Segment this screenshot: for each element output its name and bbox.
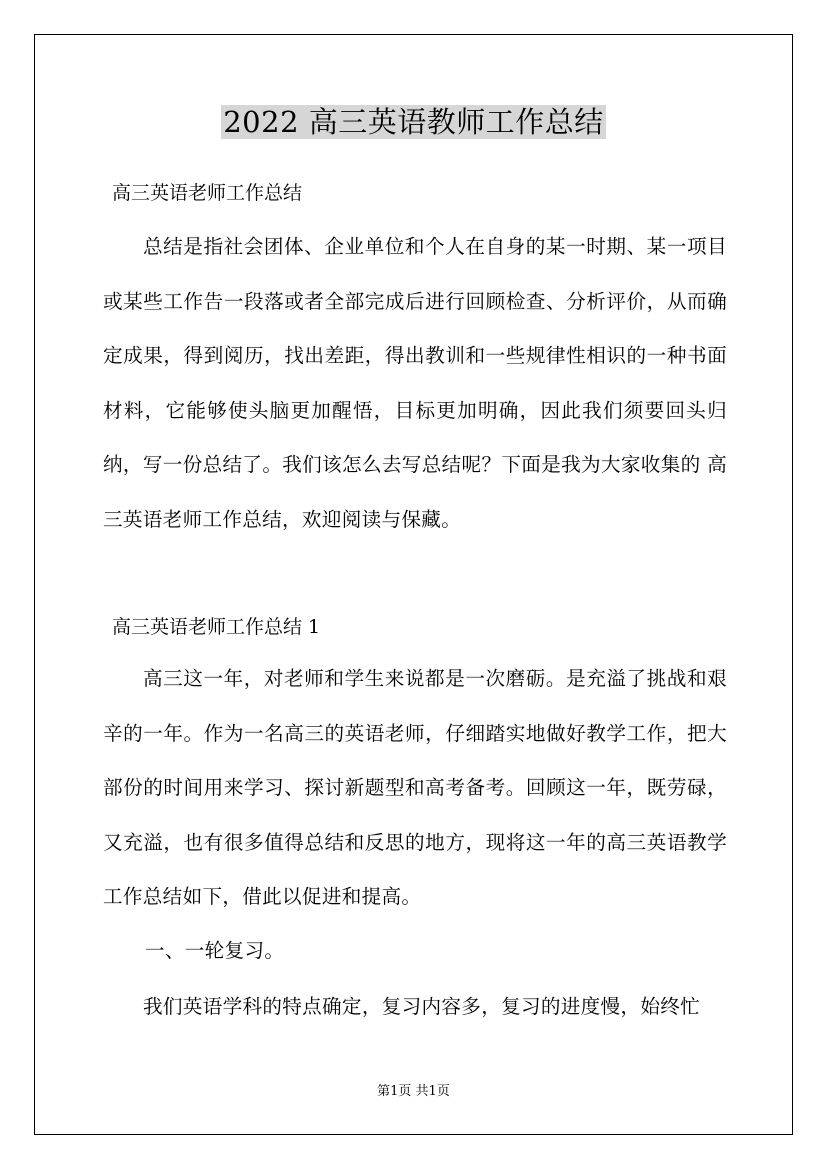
intro-paragraph: 总结是指社会团体、企业单位和个人在自身的某一时期、某一项目或某些工作告一段落或者全部完成后进行回顾检查、分析评价，从而确定成果，得到阅历，找出差距，得出教训和一些规律性相识的一种书面材料，它能够使头脑更加醒悟，目标更加明确，因此我们须要回头归纳，写一份总结了。我们该怎么去写总结呢？下面是我为大家收集的 高三英语老师工作总结，欢迎阅读与保藏。 <box>103 235 727 531</box>
document-title <box>0 102 827 142</box>
page-footer: 第1页 共1页 <box>377 1084 450 1099</box>
section-paragraph: 高三这一年，对老师和学生来说都是一次磨砺。是充溢了挑战和艰辛的一年。作为一名高三的英语老师，仔细踏实地做好教学工作，把大部份的时间用来学习、探讨新题型和高考备考。回顾这一年，既劳碌，又充溢，也有很多值得总结和反思的地方，现将这一年的高三英语教学工作总结如下，借此以促进和提高。 <box>103 667 727 909</box>
point-heading: 一、一轮复习。 <box>145 939 285 962</box>
section-heading: 高三英语老师工作总结 1 <box>112 616 321 638</box>
point-paragraph: 我们英语学科的特点确定，复习内容多，复习的进度慢，始终忙 <box>143 995 701 1018</box>
intro-heading: 高三英语老师工作总结 <box>112 182 303 204</box>
document-title-text: 2022 高三英语教师工作总结 <box>223 105 604 139</box>
